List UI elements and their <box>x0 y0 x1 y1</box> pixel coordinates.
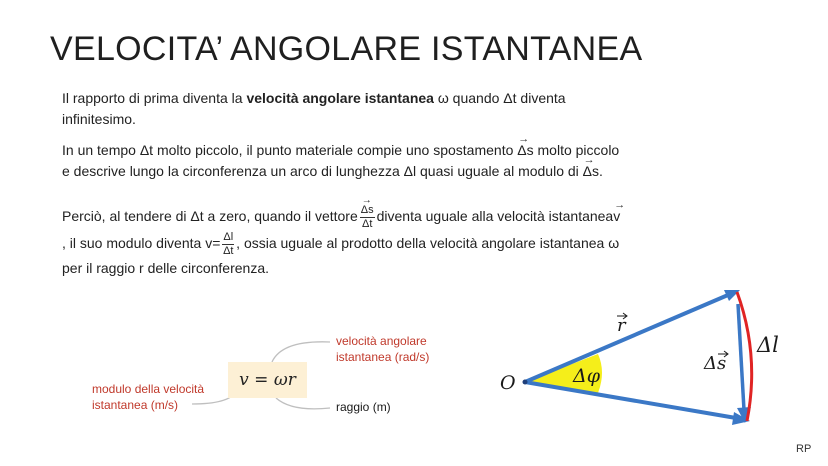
arc-label: Δl <box>757 333 779 357</box>
footer-initials: RP <box>796 443 812 455</box>
fraction-ds-denominator: Δt <box>361 218 373 230</box>
p1-text-b: ω quando Δt diventa infinitesimo. <box>62 90 566 127</box>
p2-text-a: In un tempo Δt molto piccolo, il punto materiale compie uno spostamento <box>62 142 518 158</box>
fraction-dl-denominator: Δt <box>223 245 234 257</box>
annotation-angular-velocity <box>336 333 429 365</box>
origin-label: O <box>500 372 516 394</box>
fraction-ds-numerator: → Δs <box>360 204 375 218</box>
p3-text-b: diventa uguale alla velocità istantanea <box>376 208 614 225</box>
annotation-speed-line2: istantanea (m/s) <box>92 398 179 412</box>
p1-text-a: Il rapporto di prima diventa la <box>62 90 247 106</box>
p3-vector-v: → v <box>613 206 620 227</box>
p2-vector-ds-1: → Δs <box>517 140 533 161</box>
annotation-radius: raggio (m) <box>336 400 391 414</box>
connector-radius <box>276 398 330 409</box>
displacement-vector <box>738 304 744 410</box>
p1-bold-term: velocità angolare istantanea <box>246 90 434 106</box>
formula-text: v = ωr <box>239 370 296 390</box>
radius-vector <box>525 295 728 382</box>
annotation-speed-line1: modulo della velocità <box>92 382 205 396</box>
fraction-dl-numerator: Δl <box>223 231 234 243</box>
p3-text-a: Perciò, al tendere di Δt a zero, quando il vettore <box>62 208 358 225</box>
p2-vector-ds-2: → Δs <box>583 161 599 182</box>
p3-text-c: , il suo modulo diventa v= <box>62 235 221 252</box>
p2-text-c: . <box>599 163 603 179</box>
slide-title: VELOCITA’ ANGOLARE ISTANTANEA <box>50 30 643 68</box>
p3-text-d: , ossia uguale al prodotto della velocità angolare istantanea ω per il raggio r delle circonferenza. <box>62 235 620 276</box>
formula-box <box>228 362 307 398</box>
annotation-speed <box>92 381 204 413</box>
displacement-label: Δs <box>704 353 727 374</box>
p2-text-b: molto piccolo e descrive lungo la circonferenza un arco di lunghezza Δl quasi uguale al modulo di <box>62 142 620 179</box>
radius-vector-2 <box>525 382 736 418</box>
origin-point <box>523 380 528 385</box>
radius-label: r <box>617 315 626 336</box>
angle-label: Δφ <box>573 365 601 387</box>
connector-angular <box>272 342 330 362</box>
annotation-angular-line2: istantanea (rad/s) <box>336 350 430 364</box>
annotation-angular-line1: velocità angolare <box>336 334 427 348</box>
